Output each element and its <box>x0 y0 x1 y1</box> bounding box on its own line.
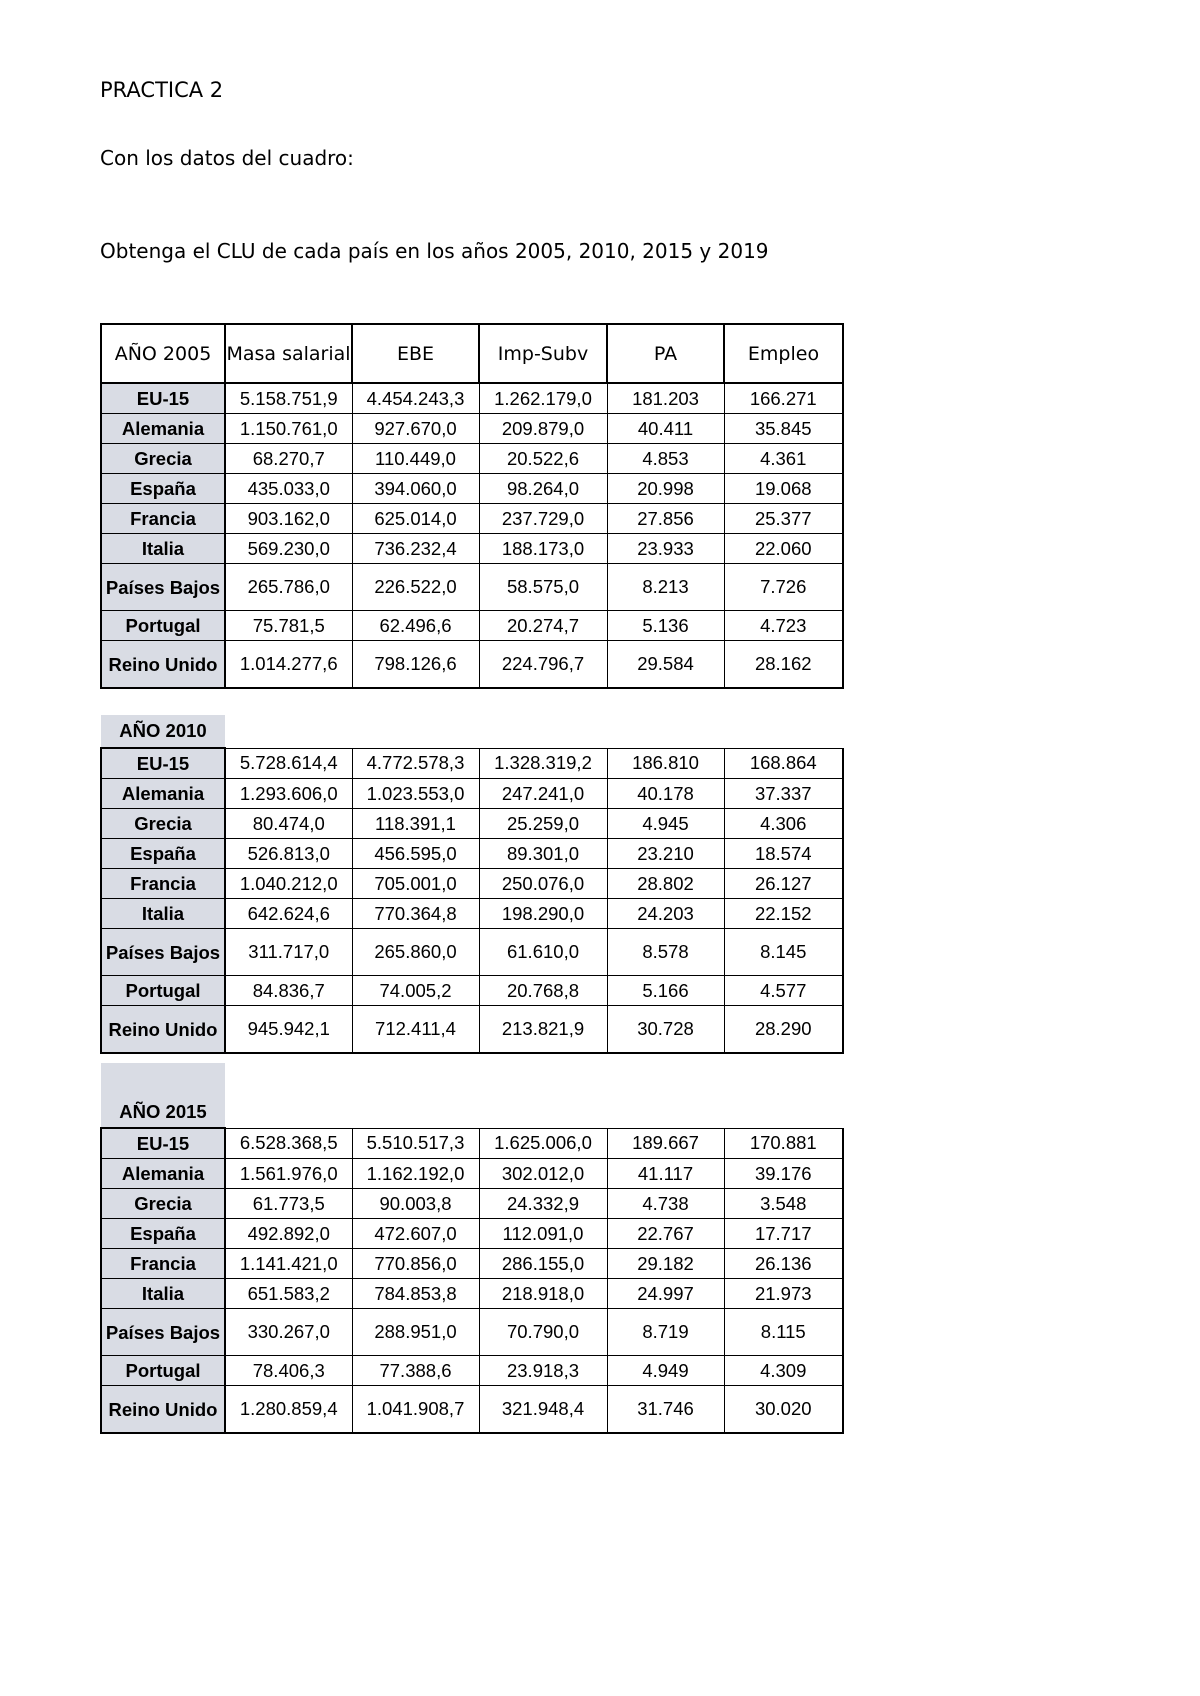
table-row <box>101 1386 843 1434</box>
table-cell: 265.786,0 <box>225 564 352 611</box>
table-row <box>101 504 843 534</box>
table-cell: 4.738 <box>607 1189 724 1219</box>
table-cell: 456.595,0 <box>352 839 479 869</box>
table-cell: 1.023.553,0 <box>352 779 479 809</box>
table-cell: 89.301,0 <box>479 839 607 869</box>
table-cell: 302.012,0 <box>479 1159 607 1189</box>
table-cell: 903.162,0 <box>225 504 352 534</box>
country-label: EU-15 <box>101 383 225 414</box>
country-label: Portugal <box>101 976 225 1006</box>
table-cell: 24.997 <box>607 1279 724 1309</box>
table-cell: 28.290 <box>724 1006 843 1054</box>
table-cell: 1.150.761,0 <box>225 414 352 444</box>
table-cell: 23.210 <box>607 839 724 869</box>
table-cell: 20.274,7 <box>479 611 607 641</box>
column-header-empleo: Empleo <box>724 324 843 383</box>
country-label: Reino Unido <box>101 641 225 689</box>
table-row <box>101 383 843 414</box>
table-cell: 29.182 <box>607 1249 724 1279</box>
table-cell: 168.864 <box>724 748 843 779</box>
table-cell: 4.853 <box>607 444 724 474</box>
table-cell: 24.332,9 <box>479 1189 607 1219</box>
column-header-pa: PA <box>607 324 724 383</box>
table-cell: 311.717,0 <box>225 929 352 976</box>
table-cell: 18.574 <box>724 839 843 869</box>
table-row <box>101 899 843 929</box>
table-row <box>101 1249 843 1279</box>
table-cell: 41.117 <box>607 1159 724 1189</box>
table-cell: 26.136 <box>724 1249 843 1279</box>
table-cell: 8.115 <box>724 1309 843 1356</box>
table-cell: 98.264,0 <box>479 474 607 504</box>
country-label: España <box>101 474 225 504</box>
table-cell: 1.141.421,0 <box>225 1249 352 1279</box>
table-cell: 20.998 <box>607 474 724 504</box>
table-row <box>101 869 843 899</box>
table-cell: 4.772.578,3 <box>352 748 479 779</box>
table-cell: 30.728 <box>607 1006 724 1054</box>
country-label: Italia <box>101 899 225 929</box>
table-cell: 28.802 <box>607 869 724 899</box>
country-label: EU-15 <box>101 748 225 779</box>
table-cell: 712.411,4 <box>352 1006 479 1054</box>
table-cell: 37.337 <box>724 779 843 809</box>
country-label: Francia <box>101 504 225 534</box>
table-cell: 22.767 <box>607 1219 724 1249</box>
table-cell: 1.561.976,0 <box>225 1159 352 1189</box>
table-cell: 84.836,7 <box>225 976 352 1006</box>
country-label: Italia <box>101 1279 225 1309</box>
year-label: AÑO 2010 <box>101 715 225 748</box>
table-cell: 435.033,0 <box>225 474 352 504</box>
document-title: PRACTICA 2 <box>100 78 224 102</box>
table-cell: 7.726 <box>724 564 843 611</box>
table-row <box>101 1219 843 1249</box>
table-cell: 78.406,3 <box>225 1356 352 1386</box>
table-cell: 39.176 <box>724 1159 843 1189</box>
table-cell: 68.270,7 <box>225 444 352 474</box>
table-cell: 209.879,0 <box>479 414 607 444</box>
country-label: Alemania <box>101 1159 225 1189</box>
table-cell: 188.173,0 <box>479 534 607 564</box>
table-cell: 4.309 <box>724 1356 843 1386</box>
table-row <box>101 414 843 444</box>
table-row <box>101 839 843 869</box>
country-label: Países Bajos <box>101 1309 225 1356</box>
table-cell: 4.454.243,3 <box>352 383 479 414</box>
table-cell: 798.126,6 <box>352 641 479 689</box>
table-cell: 58.575,0 <box>479 564 607 611</box>
table-cell: 19.068 <box>724 474 843 504</box>
table-row <box>101 1189 843 1219</box>
table-cell: 29.584 <box>607 641 724 689</box>
country-label: Países Bajos <box>101 564 225 611</box>
country-label: Alemania <box>101 414 225 444</box>
table-cell: 8.719 <box>607 1309 724 1356</box>
table-cell: 4.577 <box>724 976 843 1006</box>
table-cell: 288.951,0 <box>352 1309 479 1356</box>
table-row <box>101 564 843 611</box>
table-row <box>101 611 843 641</box>
table-cell: 5.136 <box>607 611 724 641</box>
table-cell: 20.768,8 <box>479 976 607 1006</box>
table-cell: 945.942,1 <box>225 1006 352 1054</box>
table-cell: 4.949 <box>607 1356 724 1386</box>
table-cell: 247.241,0 <box>479 779 607 809</box>
table-cell: 8.578 <box>607 929 724 976</box>
country-label: EU-15 <box>101 1128 225 1159</box>
table-cell: 1.014.277,6 <box>225 641 352 689</box>
table-cell: 8.145 <box>724 929 843 976</box>
table-row <box>101 779 843 809</box>
table-row <box>101 976 843 1006</box>
table-cell: 110.449,0 <box>352 444 479 474</box>
table-cell: 770.364,8 <box>352 899 479 929</box>
column-header-imp-subv: Imp-Subv <box>479 324 607 383</box>
table-cell: 25.259,0 <box>479 809 607 839</box>
table-cell: 90.003,8 <box>352 1189 479 1219</box>
table-row <box>101 1279 843 1309</box>
table-cell: 736.232,4 <box>352 534 479 564</box>
table-cell: 118.391,1 <box>352 809 479 839</box>
table-cell: 250.076,0 <box>479 869 607 899</box>
table-cell: 394.060,0 <box>352 474 479 504</box>
table-cell: 4.945 <box>607 809 724 839</box>
country-label: Portugal <box>101 611 225 641</box>
table-cell: 28.162 <box>724 641 843 689</box>
table-cell: 237.729,0 <box>479 504 607 534</box>
table-cell: 784.853,8 <box>352 1279 479 1309</box>
table-cell: 22.060 <box>724 534 843 564</box>
table-cell: 6.528.368,5 <box>225 1128 352 1159</box>
table-cell: 24.203 <box>607 899 724 929</box>
table-cell: 472.607,0 <box>352 1219 479 1249</box>
table-row <box>101 534 843 564</box>
table-cell: 8.213 <box>607 564 724 611</box>
table-cell: 30.020 <box>724 1386 843 1434</box>
table-cell: 186.810 <box>607 748 724 779</box>
table-2015 <box>100 1063 844 1434</box>
country-label: Francia <box>101 869 225 899</box>
table-cell: 25.377 <box>724 504 843 534</box>
table-row <box>101 1309 843 1356</box>
table-cell: 265.860,0 <box>352 929 479 976</box>
table-cell: 226.522,0 <box>352 564 479 611</box>
table-row <box>101 444 843 474</box>
table-cell: 625.014,0 <box>352 504 479 534</box>
table-cell: 22.152 <box>724 899 843 929</box>
table-row <box>101 1159 843 1189</box>
table-cell: 1.293.606,0 <box>225 779 352 809</box>
country-label: Reino Unido <box>101 1386 225 1434</box>
table-cell: 112.091,0 <box>479 1219 607 1249</box>
country-label: Grecia <box>101 444 225 474</box>
table-cell: 927.670,0 <box>352 414 479 444</box>
table-cell: 526.813,0 <box>225 839 352 869</box>
table-cell: 61.610,0 <box>479 929 607 976</box>
column-header-masa-salarial: Masa salarial <box>225 324 352 383</box>
year-label: AÑO 2015 <box>101 1063 225 1128</box>
table-cell: 224.796,7 <box>479 641 607 689</box>
table-cell: 1.280.859,4 <box>225 1386 352 1434</box>
table-cell: 40.178 <box>607 779 724 809</box>
table-cell: 5.728.614,4 <box>225 748 352 779</box>
column-header-ebe: EBE <box>352 324 479 383</box>
country-label: Italia <box>101 534 225 564</box>
table-cell: 21.973 <box>724 1279 843 1309</box>
table-cell: 1.262.179,0 <box>479 383 607 414</box>
document-intro: Con los datos del cuadro: <box>100 146 354 170</box>
country-label: España <box>101 839 225 869</box>
table-cell: 40.411 <box>607 414 724 444</box>
table-row <box>101 641 843 689</box>
table-cell: 189.667 <box>607 1128 724 1159</box>
table-cell: 1.041.908,7 <box>352 1386 479 1434</box>
table-cell: 3.548 <box>724 1189 843 1219</box>
table-cell: 705.001,0 <box>352 869 479 899</box>
table-cell: 35.845 <box>724 414 843 444</box>
table-cell: 5.158.751,9 <box>225 383 352 414</box>
table-cell: 1.625.006,0 <box>479 1128 607 1159</box>
table-cell: 330.267,0 <box>225 1309 352 1356</box>
country-label: Grecia <box>101 809 225 839</box>
table-cell: 286.155,0 <box>479 1249 607 1279</box>
table-cell: 17.717 <box>724 1219 843 1249</box>
country-label: Alemania <box>101 779 225 809</box>
table-cell: 27.856 <box>607 504 724 534</box>
table-cell: 492.892,0 <box>225 1219 352 1249</box>
table-row <box>101 748 843 779</box>
table-cell: 213.821,9 <box>479 1006 607 1054</box>
table-cell: 181.203 <box>607 383 724 414</box>
table-cell: 80.474,0 <box>225 809 352 839</box>
country-label: Francia <box>101 1249 225 1279</box>
table-cell: 5.166 <box>607 976 724 1006</box>
table-cell: 62.496,6 <box>352 611 479 641</box>
table-cell: 61.773,5 <box>225 1189 352 1219</box>
table-cell: 77.388,6 <box>352 1356 479 1386</box>
table-cell: 651.583,2 <box>225 1279 352 1309</box>
table-cell: 5.510.517,3 <box>352 1128 479 1159</box>
table-cell: 20.522,6 <box>479 444 607 474</box>
table-cell: 198.290,0 <box>479 899 607 929</box>
table-cell: 770.856,0 <box>352 1249 479 1279</box>
table-row <box>101 929 843 976</box>
table-cell: 321.948,4 <box>479 1386 607 1434</box>
table-cell: 4.306 <box>724 809 843 839</box>
table-cell: 23.918,3 <box>479 1356 607 1386</box>
table-cell: 569.230,0 <box>225 534 352 564</box>
table-cell: 23.933 <box>607 534 724 564</box>
country-label: Grecia <box>101 1189 225 1219</box>
table-cell: 75.781,5 <box>225 611 352 641</box>
table-cell: 26.127 <box>724 869 843 899</box>
table-cell: 218.918,0 <box>479 1279 607 1309</box>
table-cell: 31.746 <box>607 1386 724 1434</box>
country-label: Portugal <box>101 1356 225 1386</box>
table-cell: 1.040.212,0 <box>225 869 352 899</box>
table-cell: 4.723 <box>724 611 843 641</box>
table-cell: 4.361 <box>724 444 843 474</box>
table-cell: 1.328.319,2 <box>479 748 607 779</box>
year-label: AÑO 2005 <box>101 324 225 383</box>
table-row <box>101 1128 843 1159</box>
table-cell: 70.790,0 <box>479 1309 607 1356</box>
table-row <box>101 1006 843 1054</box>
table-row <box>101 474 843 504</box>
table-cell: 642.624,6 <box>225 899 352 929</box>
table-row <box>101 809 843 839</box>
table-row <box>101 1356 843 1386</box>
country-label: Reino Unido <box>101 1006 225 1054</box>
table-2005 <box>100 323 844 689</box>
document-task: Obtenga el CLU de cada país en los años 2005, 2010, 2015 y 2019 <box>100 239 769 263</box>
table-cell: 74.005,2 <box>352 976 479 1006</box>
country-label: Países Bajos <box>101 929 225 976</box>
table-2010 <box>100 715 844 1054</box>
table-cell: 1.162.192,0 <box>352 1159 479 1189</box>
table-cell: 170.881 <box>724 1128 843 1159</box>
country-label: España <box>101 1219 225 1249</box>
table-cell: 166.271 <box>724 383 843 414</box>
